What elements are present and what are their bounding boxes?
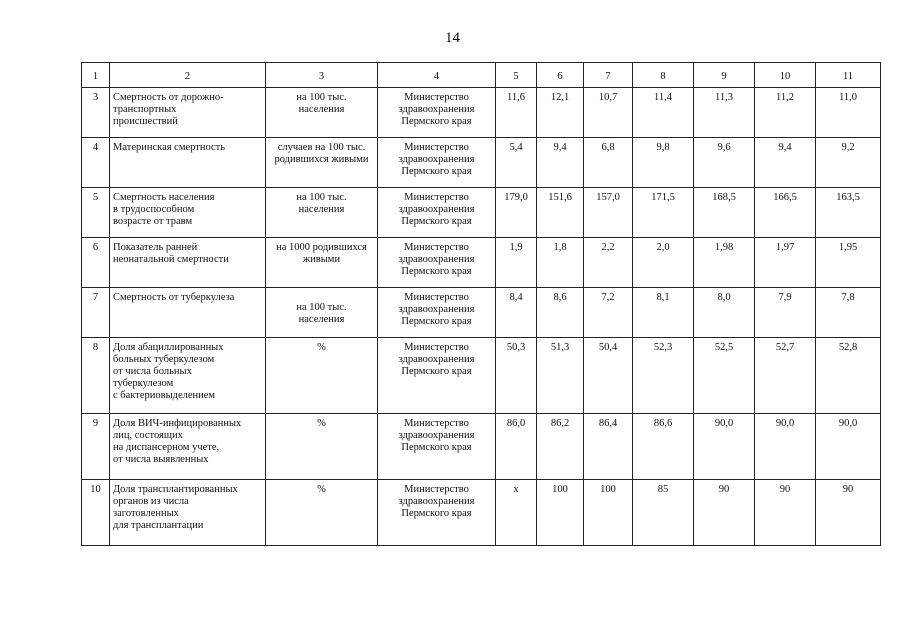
- indicator-name-cell-text: Доля абациллированных больных туберкулезом от числа больных туберкулезом с бактериовыделением: [113, 342, 224, 401]
- value-cell: [816, 88, 881, 138]
- value-cell: [755, 138, 816, 188]
- value-cell: [496, 480, 537, 546]
- value-cell: [694, 414, 755, 480]
- value-cell: [755, 238, 816, 288]
- table-row: [82, 480, 881, 546]
- value-cell: [537, 480, 584, 546]
- unit-cell-text: на 100 тыс. населения: [296, 302, 347, 325]
- value-cell: [537, 88, 584, 138]
- value-cell-text: 1,9: [509, 242, 523, 253]
- value-cell-text: 163,5: [836, 192, 860, 203]
- value-cell-text: 90: [779, 484, 791, 495]
- table-row: [82, 414, 881, 480]
- indicator-name-cell-text: Показатель ранней неонатальной смертности: [113, 242, 229, 265]
- value-cell: [496, 238, 537, 288]
- value-cell-text: 86,2: [550, 418, 570, 429]
- header-cell: 3: [266, 63, 378, 88]
- value-cell-text: 90: [842, 484, 854, 495]
- value-cell: [633, 338, 694, 414]
- value-cell: [496, 188, 537, 238]
- header-cell: 9: [694, 63, 755, 88]
- row-number-cell: [82, 88, 110, 138]
- value-cell-text: 11,3: [715, 92, 733, 103]
- unit-cell: [266, 338, 378, 414]
- value-cell: [816, 138, 881, 188]
- value-cell-text: 7,8: [841, 292, 855, 303]
- value-cell-text: 151,6: [548, 192, 572, 203]
- value-cell: [537, 288, 584, 338]
- value-cell: [496, 88, 537, 138]
- unit-cell-text: %: [317, 418, 326, 429]
- row-number-cell-text: 5: [92, 192, 99, 203]
- header-cell: 4: [378, 63, 496, 88]
- value-cell-text: 52,3: [653, 342, 673, 353]
- value-cell-text: 12,1: [550, 92, 570, 103]
- indicator-name-cell: [110, 188, 266, 238]
- unit-cell: [266, 188, 378, 238]
- value-cell-text: 51,3: [550, 342, 570, 353]
- value-cell-text: 9,4: [778, 142, 792, 153]
- value-cell: [537, 414, 584, 480]
- responsible-cell: [378, 480, 496, 546]
- value-cell-text: 1,98: [714, 242, 734, 253]
- responsible-cell-text: Министерство здравоохранения Пермского края: [398, 242, 475, 277]
- indicator-name-cell-text: Смертность от дорожно- транспортных происшествий: [113, 92, 224, 127]
- row-number-cell: [82, 288, 110, 338]
- value-cell-text: 9,6: [717, 142, 731, 153]
- value-cell: [537, 238, 584, 288]
- value-cell: [537, 188, 584, 238]
- value-cell: [633, 288, 694, 338]
- value-cell: [537, 338, 584, 414]
- value-cell: [816, 288, 881, 338]
- value-cell-text: 9,2: [841, 142, 855, 153]
- value-cell: [755, 88, 816, 138]
- header-cell: 8: [633, 63, 694, 88]
- table-row: [82, 88, 881, 138]
- responsible-cell: [378, 138, 496, 188]
- value-cell-text: 8,1: [656, 292, 670, 303]
- header-cell: 1: [82, 63, 110, 88]
- value-cell-text: 8,6: [553, 292, 567, 303]
- value-cell-text: 11,0: [839, 92, 857, 103]
- value-cell-text: 1,97: [775, 242, 795, 253]
- value-cell-text: 5,4: [509, 142, 523, 153]
- value-cell-text: 86,4: [598, 418, 618, 429]
- unit-cell-text: %: [317, 484, 326, 495]
- indicator-name-cell: [110, 138, 266, 188]
- indicator-name-cell: [110, 288, 266, 338]
- value-cell: [633, 414, 694, 480]
- table-row: [82, 238, 881, 288]
- value-cell: [584, 288, 633, 338]
- value-cell-text: 179,0: [504, 192, 528, 203]
- value-cell: [694, 88, 755, 138]
- value-cell-text: 52,8: [838, 342, 858, 353]
- table-row: [82, 138, 881, 188]
- value-cell-text: 8,0: [717, 292, 731, 303]
- unit-cell: [266, 238, 378, 288]
- value-cell-text: 1,8: [553, 242, 567, 253]
- header-cell: 7: [584, 63, 633, 88]
- indicator-name-cell-text: Доля трансплантированных органов из числа заготовленных для трансплантации: [113, 484, 238, 531]
- responsible-cell-text: Министерство здравоохранения Пермского края: [398, 418, 475, 453]
- header-cell: 2: [110, 63, 266, 88]
- header-cell: 10: [755, 63, 816, 88]
- value-cell-text: 171,5: [651, 192, 675, 203]
- value-cell-text: 157,0: [596, 192, 620, 203]
- value-cell-text: 86,6: [653, 418, 673, 429]
- unit-cell-text: случаев на 100 тыс. родившихся живыми: [274, 142, 369, 165]
- value-cell-text: 90,0: [775, 418, 795, 429]
- responsible-cell-text: Министерство здравоохранения Пермского края: [398, 292, 475, 327]
- indicator-name-cell-text: Смертность населения в трудоспособном возрасте от травм: [113, 192, 215, 227]
- indicator-name-cell-text: Доля ВИЧ-инфицированных лиц, состоящих на диспансерном учете, от числа выявленных: [113, 418, 242, 465]
- value-cell-text: 50,4: [598, 342, 618, 353]
- value-cell: [537, 138, 584, 188]
- row-number-cell: [82, 480, 110, 546]
- value-cell: [584, 188, 633, 238]
- unit-cell-text: на 1000 родившихся живыми: [276, 242, 367, 265]
- value-cell: [694, 288, 755, 338]
- value-cell: [633, 188, 694, 238]
- value-cell-text: 2,2: [601, 242, 615, 253]
- value-cell: [755, 288, 816, 338]
- value-cell-text: 90: [718, 484, 730, 495]
- value-cell: [816, 238, 881, 288]
- row-number-cell-text: 9: [92, 418, 99, 429]
- value-cell-text: 52,7: [775, 342, 795, 353]
- value-cell-text: 52,5: [714, 342, 734, 353]
- value-cell-text: 86,0: [506, 418, 526, 429]
- row-number-cell-text: 6: [92, 242, 99, 253]
- value-cell: [584, 414, 633, 480]
- row-number-cell-text: 7: [92, 292, 99, 303]
- responsible-cell: [378, 414, 496, 480]
- value-cell-text: 11,2: [776, 92, 794, 103]
- value-cell-text: x: [513, 484, 519, 495]
- value-cell: [633, 138, 694, 188]
- value-cell: [694, 338, 755, 414]
- value-cell: [496, 414, 537, 480]
- value-cell-text: 1,95: [838, 242, 858, 253]
- responsible-cell-text: Министерство здравоохранения Пермского края: [398, 92, 475, 127]
- table-row: [82, 188, 881, 238]
- responsible-cell: [378, 238, 496, 288]
- indicator-name-cell-text: Смертность от туберкулеза: [113, 292, 235, 303]
- unit-cell-text: на 100 тыс. населения: [296, 192, 347, 215]
- value-cell: [755, 188, 816, 238]
- value-cell: [584, 138, 633, 188]
- value-cell-text: 90,0: [838, 418, 858, 429]
- unit-cell-text: на 100 тыс. населения: [296, 92, 347, 115]
- row-number-cell-text: 4: [92, 142, 99, 153]
- table-row: [82, 338, 881, 414]
- indicator-name-cell: [110, 238, 266, 288]
- value-cell-text: 10,7: [598, 92, 618, 103]
- unit-cell: [266, 480, 378, 546]
- row-number-cell: [82, 338, 110, 414]
- value-cell-text: 9,8: [656, 142, 670, 153]
- indicators-table: [81, 62, 881, 546]
- unit-cell: [266, 138, 378, 188]
- unit-cell: [266, 88, 378, 138]
- row-number-cell: [82, 414, 110, 480]
- value-cell-text: 50,3: [506, 342, 526, 353]
- value-cell-text: 100: [600, 484, 616, 495]
- value-cell: [584, 88, 633, 138]
- responsible-cell: [378, 88, 496, 138]
- value-cell: [816, 480, 881, 546]
- indicator-name-cell: [110, 338, 266, 414]
- value-cell: [633, 480, 694, 546]
- value-cell: [496, 138, 537, 188]
- value-cell: [755, 414, 816, 480]
- value-cell-text: 90,0: [714, 418, 734, 429]
- value-cell: [816, 188, 881, 238]
- value-cell-text: 7,9: [778, 292, 792, 303]
- value-cell: [816, 414, 881, 480]
- responsible-cell: [378, 288, 496, 338]
- value-cell: [633, 238, 694, 288]
- row-number-cell: [82, 138, 110, 188]
- page-number: 14: [445, 30, 460, 46]
- value-cell: [496, 338, 537, 414]
- value-cell: [816, 338, 881, 414]
- header-cell: 6: [537, 63, 584, 88]
- value-cell: [694, 188, 755, 238]
- row-number-cell-text: 10: [90, 484, 101, 495]
- row-number-cell-text: 3: [92, 92, 99, 103]
- responsible-cell-text: Министерство здравоохранения Пермского края: [398, 484, 475, 519]
- value-cell: [584, 338, 633, 414]
- value-cell-text: 11,4: [654, 92, 672, 103]
- value-cell-text: 7,2: [601, 292, 615, 303]
- table-body: [82, 63, 881, 546]
- row-number-cell: [82, 188, 110, 238]
- table-row: [82, 288, 881, 338]
- value-cell-text: 8,4: [509, 292, 523, 303]
- value-cell: [584, 238, 633, 288]
- value-cell-text: 9,4: [553, 142, 567, 153]
- header-cell: 5: [496, 63, 537, 88]
- row-number-cell-text: 8: [92, 342, 99, 353]
- value-cell-text: 11,6: [507, 92, 525, 103]
- table-header-row: [82, 63, 881, 88]
- value-cell-text: 100: [552, 484, 568, 495]
- value-cell: [584, 480, 633, 546]
- value-cell: [694, 480, 755, 546]
- value-cell-text: 2,0: [656, 242, 670, 253]
- responsible-cell-text: Министерство здравоохранения Пермского края: [398, 192, 475, 227]
- value-cell: [694, 238, 755, 288]
- indicator-name-cell: [110, 480, 266, 546]
- header-cell: 11: [816, 63, 881, 88]
- unit-cell-text: %: [317, 342, 326, 353]
- value-cell-text: 168,5: [712, 192, 736, 203]
- unit-cell: [266, 288, 378, 338]
- unit-cell: [266, 414, 378, 480]
- value-cell: [694, 138, 755, 188]
- responsible-cell: [378, 338, 496, 414]
- value-cell: [633, 88, 694, 138]
- value-cell: [496, 288, 537, 338]
- indicator-name-cell-text: Материнская смертность: [113, 142, 226, 153]
- row-number-cell: [82, 238, 110, 288]
- responsible-cell-text: Министерство здравоохранения Пермского края: [398, 342, 475, 377]
- value-cell-text: 166,5: [773, 192, 797, 203]
- value-cell-text: 85: [657, 484, 669, 495]
- value-cell-text: 6,8: [601, 142, 615, 153]
- indicator-name-cell: [110, 88, 266, 138]
- value-cell: [755, 338, 816, 414]
- responsible-cell-text: Министерство здравоохранения Пермского края: [398, 142, 475, 177]
- indicator-name-cell: [110, 414, 266, 480]
- value-cell: [755, 480, 816, 546]
- responsible-cell: [378, 188, 496, 238]
